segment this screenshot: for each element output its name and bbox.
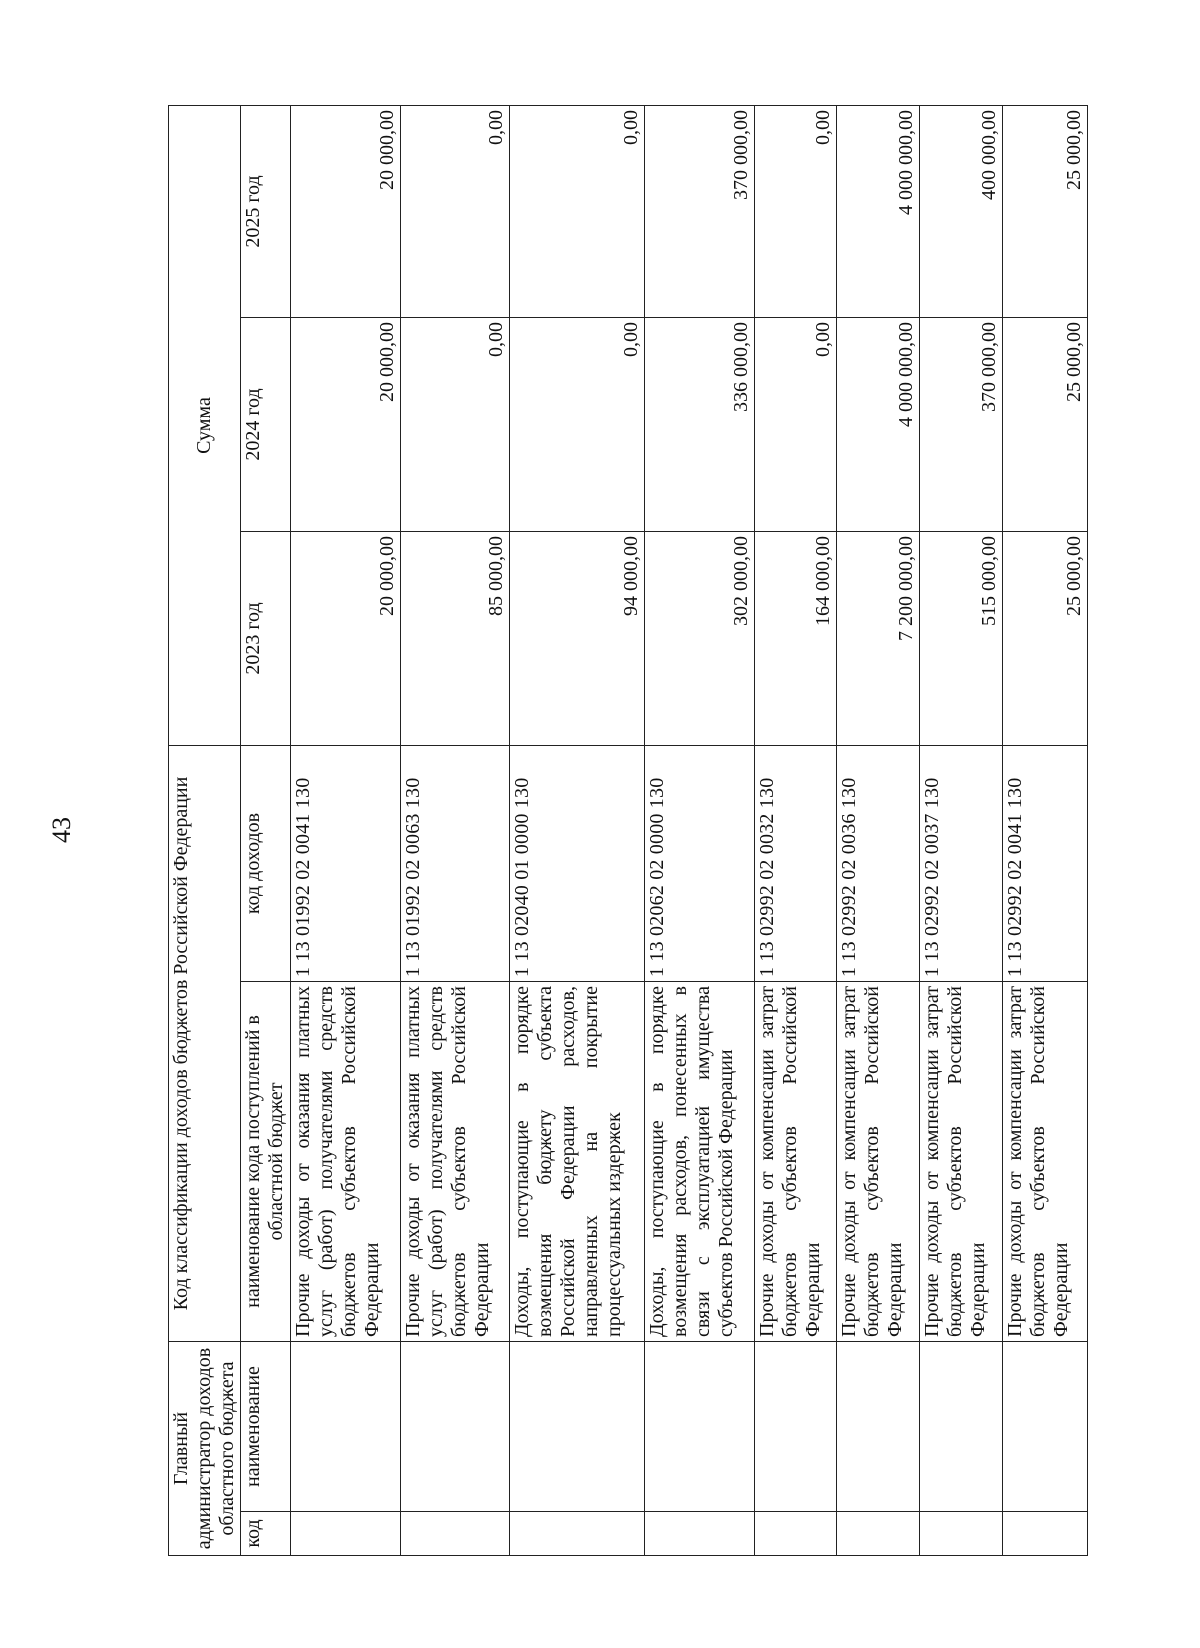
income-name-cell: Прочие доходы от компенсации затрат бюджетов субъектов Российской Федерации <box>754 982 837 1342</box>
admin-name-cell <box>644 1342 754 1512</box>
amount-2025-cell: 370 000,00 <box>644 105 754 317</box>
income-code-cell: 1 13 02992 02 0032 130 <box>754 746 837 982</box>
amount-2024-cell: 0,00 <box>400 318 510 532</box>
header-col-code: код <box>241 1512 291 1556</box>
header-classification-group: Код классификации доходов бюджетов Российской Федерации <box>169 746 241 1342</box>
admin-name-cell <box>837 1342 920 1512</box>
income-name-cell: Прочие доходы от оказания платных услуг (работ) получателями средств бюджетов субъектов Российской Федерации <box>291 982 401 1342</box>
admin-name-cell <box>920 1342 1003 1512</box>
income-table <box>168 105 1088 1556</box>
amount-2023-cell: 85 000,00 <box>400 532 510 746</box>
admin-code-cell <box>837 1512 920 1556</box>
table-row <box>644 105 754 1555</box>
table-row <box>837 105 920 1555</box>
amount-2023-cell: 25 000,00 <box>1003 532 1088 746</box>
income-name-cell: Прочие доходы от компенсации затрат бюджетов субъектов Российской Федерации <box>1003 982 1088 1342</box>
income-name-cell: Доходы, поступающие в порядке возмещения бюджету субъекта Российской Федерации расходов, направленных на покрытие процессуальных издержек <box>510 982 645 1342</box>
header-col-income-name: наименование кода поступлений в областной бюджет <box>241 982 291 1342</box>
amount-2023-cell: 20 000,00 <box>291 532 401 746</box>
income-code-cell: 1 13 01992 02 0063 130 <box>400 746 510 982</box>
header-sum-group: Сумма <box>169 105 241 745</box>
admin-code-cell <box>920 1512 1003 1556</box>
header-admin-group: Главный администратор доходов областного бюджета <box>169 1342 241 1556</box>
admin-name-cell <box>510 1342 645 1512</box>
header-col-2023: 2023 год <box>241 532 291 746</box>
income-code-cell: 1 13 02992 02 0037 130 <box>920 746 1003 982</box>
header-col-2024: 2024 год <box>241 318 291 532</box>
amount-2023-cell: 302 000,00 <box>644 532 754 746</box>
amount-2024-cell: 0,00 <box>754 318 837 532</box>
admin-name-cell <box>1003 1342 1088 1512</box>
header-col-2025: 2025 год <box>241 105 291 317</box>
admin-code-cell <box>510 1512 645 1556</box>
amount-2023-cell: 94 000,00 <box>510 532 645 746</box>
admin-code-cell <box>1003 1512 1088 1556</box>
rotated-table-container <box>168 106 1088 1556</box>
amount-2024-cell: 336 000,00 <box>644 318 754 532</box>
admin-name-cell <box>291 1342 401 1512</box>
header-col-name: наименование <box>241 1342 291 1512</box>
amount-2025-cell: 0,00 <box>400 105 510 317</box>
income-name-cell: Доходы, поступающие в порядке возмещения расходов, понесенных в связи с эксплуатацией имущества субъектов Российской Федерации <box>644 982 754 1342</box>
income-code-cell: 1 13 02992 02 0036 130 <box>837 746 920 982</box>
header-col-income-code: код доходов <box>241 746 291 982</box>
admin-code-cell <box>754 1512 837 1556</box>
amount-2023-cell: 515 000,00 <box>920 532 1003 746</box>
admin-code-cell <box>644 1512 754 1556</box>
amount-2025-cell: 25 000,00 <box>1003 105 1088 317</box>
table-row <box>291 105 401 1555</box>
amount-2024-cell: 370 000,00 <box>920 318 1003 532</box>
amount-2025-cell: 0,00 <box>510 105 645 317</box>
amount-2025-cell: 20 000,00 <box>291 105 401 317</box>
amount-2024-cell: 25 000,00 <box>1003 318 1088 532</box>
income-code-cell: 1 13 02062 02 0000 130 <box>644 746 754 982</box>
header-row-bottom <box>241 105 291 1555</box>
income-code-cell: 1 13 02992 02 0041 130 <box>1003 746 1088 982</box>
table-row <box>510 105 645 1555</box>
admin-code-cell <box>291 1512 401 1556</box>
amount-2024-cell: 0,00 <box>510 318 645 532</box>
page-number: 43 <box>47 817 76 843</box>
table-row <box>920 105 1003 1555</box>
table-row <box>754 105 837 1555</box>
amount-2025-cell: 0,00 <box>754 105 837 317</box>
amount-2023-cell: 164 000,00 <box>754 532 837 746</box>
admin-code-cell <box>400 1512 510 1556</box>
amount-2025-cell: 4 000 000,00 <box>837 105 920 317</box>
income-name-cell: Прочие доходы от компенсации затрат бюджетов субъектов Российской Федерации <box>837 982 920 1342</box>
amount-2023-cell: 7 200 000,00 <box>837 532 920 746</box>
admin-name-cell <box>754 1342 837 1512</box>
table-row <box>400 105 510 1555</box>
income-code-cell: 1 13 02040 01 0000 130 <box>510 746 645 982</box>
amount-2025-cell: 400 000,00 <box>920 105 1003 317</box>
admin-name-cell <box>400 1342 510 1512</box>
header-row-top <box>169 105 241 1555</box>
income-code-cell: 1 13 01992 02 0041 130 <box>291 746 401 982</box>
amount-2024-cell: 4 000 000,00 <box>837 318 920 532</box>
table-row <box>1003 105 1088 1555</box>
income-name-cell: Прочие доходы от компенсации затрат бюджетов субъектов Российской Федерации <box>920 982 1003 1342</box>
amount-2024-cell: 20 000,00 <box>291 318 401 532</box>
income-name-cell: Прочие доходы от оказания платных услуг (работ) получателями средств бюджетов субъектов Российской Федерации <box>400 982 510 1342</box>
